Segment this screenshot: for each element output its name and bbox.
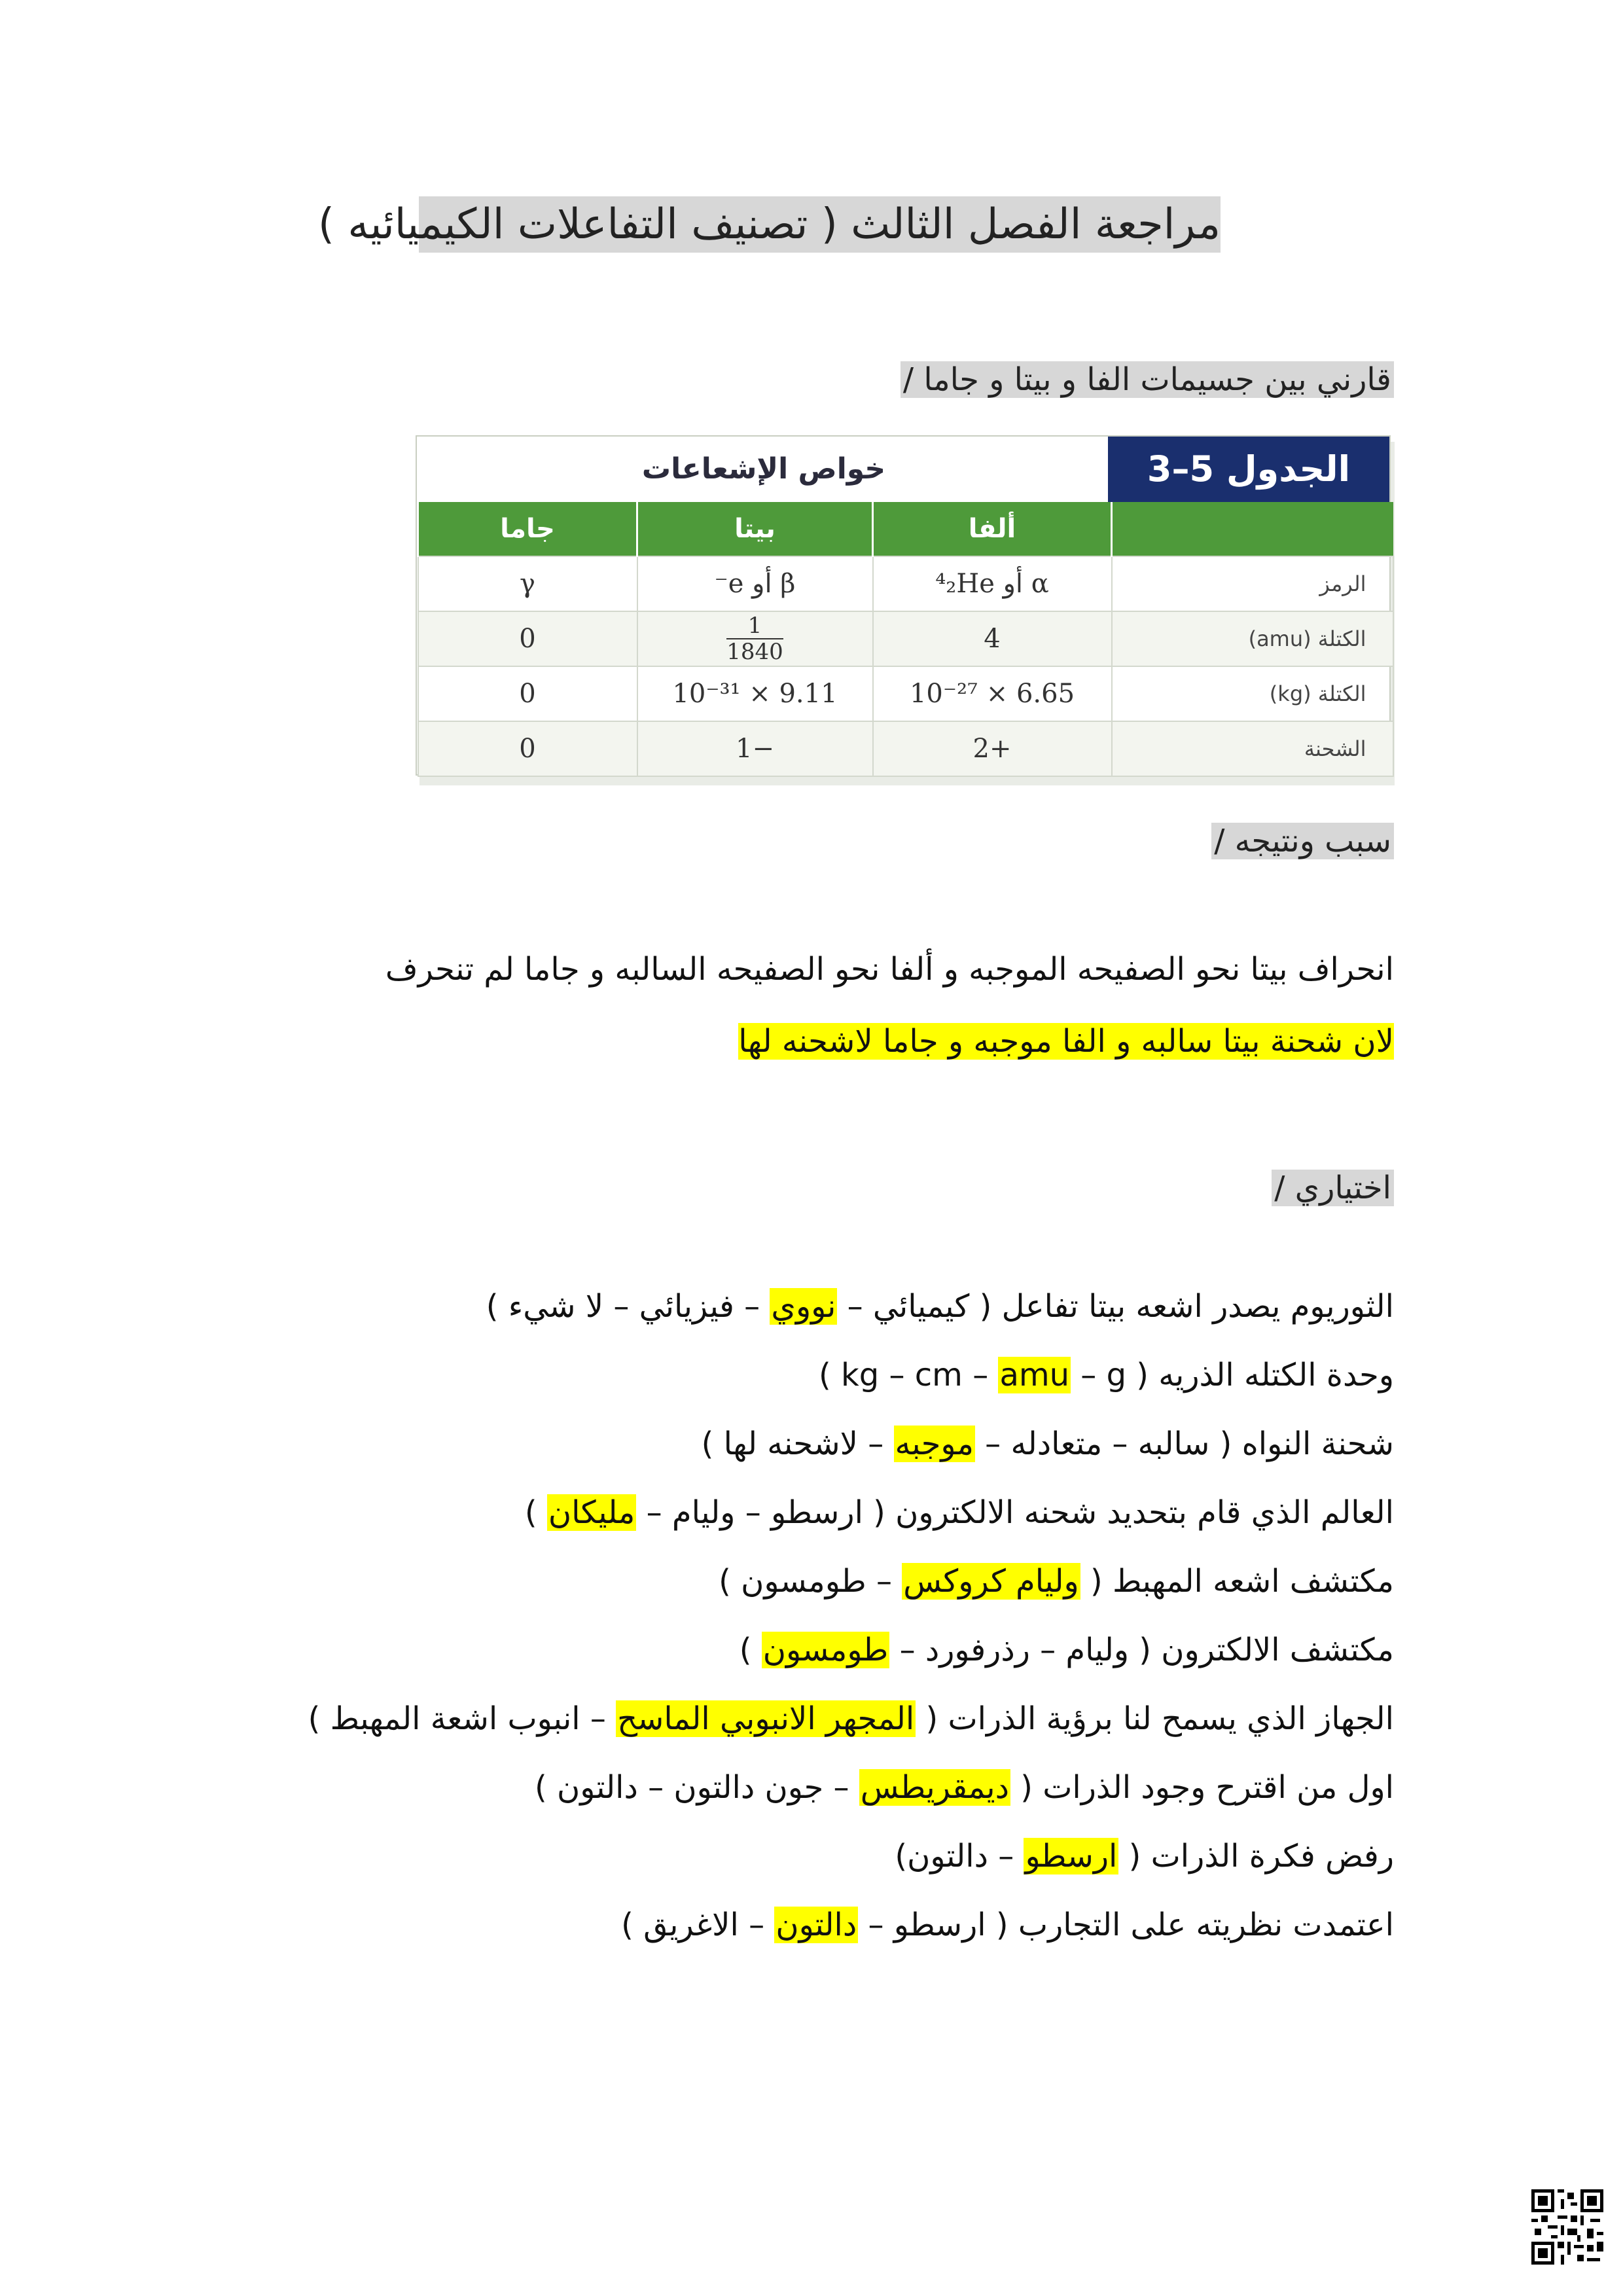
question-stem: وحدة الكتله الذريه (: [1136, 1357, 1394, 1393]
question-stem: شحنة النواه (: [1219, 1426, 1394, 1462]
question-1: [486, 1283, 1394, 1330]
radiation-table-figure: [416, 435, 1394, 789]
question-answer: المجهر الانبوبي الماسح: [617, 1700, 915, 1737]
cell-beta-mass-kg: 9.11 × 10⁻³¹: [637, 666, 873, 721]
question-answer: مليكان: [548, 1494, 635, 1531]
question-9: [895, 1833, 1394, 1880]
question-stem: العالم الذي قام بتحديد شحنه الالكترون (: [873, 1494, 1394, 1531]
cause-answer-text: لان شحنة بيتا سالبه و الفا موجبه و جاما لاشحنه لها: [738, 1023, 1394, 1060]
row-label-charge: الشحنة: [1112, 721, 1393, 776]
question-options-after: – فيزيائي – لا شيء ): [486, 1288, 770, 1325]
question-options-before: kg – cm –: [841, 1357, 1137, 1393]
cell-alpha-symbol: α أو ⁴₂He: [873, 556, 1112, 611]
column-header-beta: بيتا: [637, 502, 873, 556]
question-stem: اعتمدت نظريته على التجارب (: [995, 1907, 1394, 1943]
column-header-alpha: ألفا: [873, 502, 1112, 556]
cell-alpha-mass-kg: 6.65 × 10⁻²⁷: [873, 666, 1112, 721]
question-options-before: [1010, 1769, 1020, 1806]
question-10: [621, 1901, 1394, 1948]
question-options-before: [916, 1700, 925, 1737]
compare-heading-text: قارني بين جسيمات الفا و بيتا و جاما /: [901, 361, 1394, 398]
question-options-before: [1118, 1838, 1128, 1874]
table-row: [418, 611, 1393, 666]
cell-gamma-charge: 0: [418, 721, 637, 776]
question-stem: مكتشف الالكترون (: [1139, 1632, 1394, 1668]
cell-alpha-mass-amu: 4: [873, 611, 1112, 666]
choice-heading: [1272, 1165, 1394, 1211]
choice-heading-text: اختياري /: [1272, 1170, 1394, 1206]
question-stem: الثوريوم يصدر اشعه بيتا تفاعل (: [979, 1288, 1394, 1325]
row-label-mass-amu: الكتلة (amu): [1112, 611, 1393, 666]
compare-heading: [901, 357, 1394, 403]
question-3: [702, 1420, 1394, 1467]
question-options-after: ): [739, 1632, 762, 1668]
question-options-after: – طومسون ): [719, 1563, 902, 1600]
column-header-gamma: جاما: [418, 502, 637, 556]
question-4: [525, 1489, 1394, 1536]
page-title: مراجعة الفصل الثالث ( تصنيف التفاعلات الكيميائيه ): [419, 196, 1221, 253]
cell-beta-symbol: β أو e⁻: [637, 556, 873, 611]
question-2: [819, 1352, 1394, 1399]
question-8: [535, 1764, 1394, 1811]
table-number: الجدول 5–3: [1108, 437, 1389, 502]
question-answer: نووي: [771, 1288, 836, 1325]
question-options-after: – جون دالتون – دالتون ): [535, 1769, 859, 1806]
table-card: [416, 435, 1391, 776]
cell-beta-charge: −1: [637, 721, 873, 776]
question-6: [740, 1626, 1394, 1674]
cell-alpha-charge: +2: [873, 721, 1112, 776]
question-answer: موجبه: [895, 1426, 974, 1462]
question-options-before: وليام – رذرفورد –: [889, 1632, 1139, 1668]
column-header-empty: [1112, 502, 1393, 556]
question-answer: ارسطو: [1025, 1838, 1118, 1874]
question-answer: وليام كروكس: [903, 1563, 1079, 1600]
question-options-before: ارسطو –: [858, 1907, 996, 1943]
table-row: [418, 556, 1393, 611]
qr-code-icon: [1531, 2189, 1603, 2265]
question-stem: اول من اقترح وجود الذرات (: [1020, 1769, 1394, 1806]
cause-heading-text: سبب ونتيجه /: [1211, 823, 1394, 859]
question-options-before: [1080, 1563, 1090, 1600]
question-7: [308, 1695, 1394, 1742]
cell-gamma-mass-amu: 0: [418, 611, 637, 666]
question-options-after: – انبوب اشعة المهبط ): [308, 1700, 616, 1737]
question-options-after: – g ): [819, 1357, 1127, 1393]
question-options-after: ): [524, 1494, 547, 1531]
cell-beta-mass-amu: [637, 611, 873, 666]
table-row: [418, 721, 1393, 776]
cause-heading: [1211, 818, 1394, 864]
question-answer: ديمقريطس: [860, 1769, 1009, 1806]
row-label-mass-kg: الكتلة (kg): [1112, 666, 1393, 721]
question-answer: amu: [999, 1357, 1070, 1393]
table-row: [418, 666, 1393, 721]
fraction: [726, 615, 783, 663]
question-options-after: – دالتون): [895, 1838, 1024, 1874]
question-options-before: ارسطو – وليام –: [636, 1494, 874, 1531]
question-stem: مكتشف اشعه المهبط (: [1090, 1563, 1394, 1600]
fraction-numerator: 1: [726, 615, 783, 639]
question-options-after: – لاشحنه لها ): [701, 1426, 894, 1462]
question-answer: طومسون: [762, 1632, 889, 1668]
question-stem: الجهاز الذي يسمح لنا برؤية الذرات (: [925, 1700, 1394, 1737]
cell-gamma-symbol: γ: [418, 556, 637, 611]
radiation-properties-table: [417, 502, 1394, 777]
row-label-symbol: الرمز: [1112, 556, 1393, 611]
question-options-before: كيميائي –: [837, 1288, 980, 1325]
table-header-row: [418, 502, 1393, 556]
question-answer: دالتون: [776, 1907, 857, 1943]
question-5: [719, 1558, 1394, 1605]
question-options-before: سالبه – متعادله –: [974, 1426, 1220, 1462]
cell-gamma-mass-kg: 0: [418, 666, 637, 721]
cause-answer: [738, 1018, 1394, 1065]
cause-statement: انحراف بيتا نحو الصفيحه الموجبه و ألفا نحو الصفيحه السالبه و جاما لم تنحرف: [385, 951, 1394, 988]
table-caption: خواص الإشعاعات: [417, 437, 1111, 503]
fraction-denominator: 1840: [726, 639, 783, 665]
question-stem: رفض فكرة الذرات (: [1128, 1838, 1394, 1874]
question-options-after: – الاغريق ): [621, 1907, 775, 1943]
